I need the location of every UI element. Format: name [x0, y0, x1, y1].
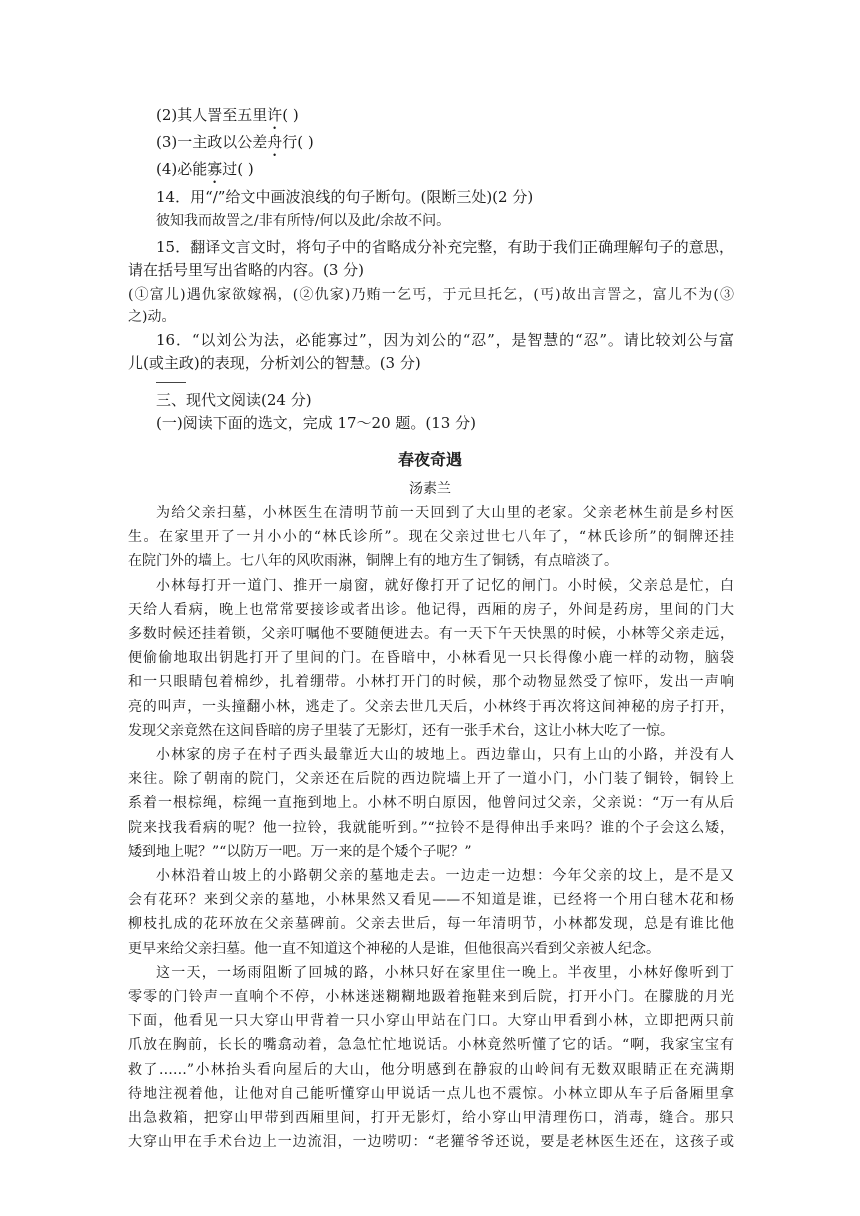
q13-item-4-text: (4)必能	[156, 160, 208, 178]
article-line: 多数时候还挂着锁，父亲叮嘱他不要随便进去。有一天下午天快黑的时候，小林等父亲走远，	[128, 626, 734, 642]
q13-item-2-emphasis: 许	[267, 106, 283, 124]
section-3-heading: 三、现代文阅读(24 分)	[156, 391, 312, 409]
article-line: 这一天，一场雨阻断了回城的路，小林只好在家里住一晚上。半夜里，小林好像听到丁	[156, 964, 734, 981]
article-line: 发现父亲竟然在这间昏暗的房子里装了无影灯，还有一张手术台，这让小林大吃了一惊。	[128, 722, 674, 739]
q13-item-4	[156, 158, 254, 187]
article-line: 下面，他看见一只大穿山甲背着一只小穿山甲站在门口。大穿山甲看到小林，立即把两只前	[128, 1013, 734, 1030]
article-line: 小林沿着山坡上的小路朝父亲的墓地走去。一边走一边想：今年父亲的坟上，是不是又	[156, 868, 734, 884]
article-line: 更早来给父亲扫墓。他一直不知道这个神秘的人是谁，但他很高兴看到父亲被人纪念。	[128, 940, 660, 957]
q15-line-1: 15．翻译文言文时，将句子中的省略成分补充完整，有助于我们正确理解句子的意思，	[156, 238, 734, 256]
article-line: 会有花环？来到父亲的墓地，小林果然又看见——不知道是谁，已经将一个用白毬木花和杨	[128, 892, 734, 909]
article-line: 为给父亲扫墓，小林医生在清明节前一天回到了大山里的老家。父亲老林生前是乡村医	[156, 505, 734, 521]
article-line: 系着一根棕绳，棕绳一直拖到地上。小林不明白原因，他曾问过父亲，父亲说：“万一有从后	[128, 795, 734, 812]
article-line: 在院门外的墙上。七八年的风吹雨淋，铜牌上有的地方生了铜锈，有点暗淡了。	[128, 553, 618, 570]
q13-item-3	[156, 131, 314, 160]
article-line: 天给人看病，晚上也常常要接诊或者出诊。他记得，西厢的房子，外间是药房，里间的门大	[128, 601, 734, 618]
article-line: 小林每打开一道门、推开一扇窗，就好像打开了记忆的闸门。小时候，父亲总是忙，白	[156, 577, 734, 594]
article-line: 爪放在胸前，长长的嘴翕动着，急急忙忙地说话。小林竟然听懂了它的话。“啊，我家宝宝有	[128, 1037, 734, 1054]
q13-item-3-emphasis: 舟	[267, 133, 283, 151]
q13-item-2-blank: ( )	[282, 106, 299, 124]
article-line: 来往。除了朝南的院门，父亲还在后院的西边院墙上开了一道小门，小门装了铜铃，铜铃上	[128, 771, 734, 788]
article-line: 亮的叫声，一头撞翻小林，逃走了。父亲去世几天后，小林终于再次将这间神秘的房子打开，	[128, 698, 734, 715]
q14-prompt: 14．用“/”给文中画波浪线的句子断句。(限断三处)(2 分)	[156, 188, 534, 206]
article-line: 和一只眼睛包着棉纱，扎着绷带。小林打开门的时候，那个动物显然受了惊吓，发出一声响	[128, 674, 734, 691]
article-line: 救了……”小林抬头看向屋后的大山，他分明感到在静寂的山岭间有无数双眼睛正在充满期	[128, 1061, 734, 1078]
q15-line-3: (①富儿)遇仇家欲嫁祸，(②仇家)乃贿一乞丐，于元旦托乞，(丐)故出言詈之，富儿不为(③	[128, 287, 734, 303]
article-line: 大穿山甲在手术台边上一边流泪，一边唠叨：“老獾爷爷还说，要是老林医生还在，这孩子或	[128, 1134, 734, 1151]
article-line: 院来找我看病的呢？他一拉铃，我就能听到。”“拉铃不是得伸出手来吗？谁的个子会这么矮，	[128, 819, 734, 836]
q14-text: 彼知我而故詈之/非有所恃/何以及此/余故不问。	[156, 213, 451, 229]
q13-item-3-blank: 行( )	[282, 133, 314, 151]
q15-line-2: 请在括号里写出省略的内容。(3 分)	[128, 261, 365, 279]
article-author: 汤素兰	[409, 481, 451, 497]
q13-item-4-blank: 过( )	[222, 160, 254, 178]
article-line: 便偷偷地取出钥匙打开了里间的门。在昏暗中，小林看见一只长得像小鹿一样的动物，脑袋	[128, 650, 734, 667]
article-line: 矮到地上呢？”“以防万一吧。万一来的是个矮个子呢？”	[128, 843, 472, 860]
q16-line-1: 16．“以刘公为法，必能寡过”，因为刘公的“忍”，是智慧的“忍”。请比较刘公与富	[156, 331, 734, 349]
article-line: 出急救箱，把穿山甲带到西厢里间，打开无影灯，给小穿山甲清理伤口，消毒，缝合。那只	[128, 1110, 734, 1126]
article-line: 待地注视着他，让他对自己能听懂穿山甲说话一点儿也不震惊。小林立即从车子后备厢里拿	[128, 1085, 734, 1102]
article-line: 柳枝扎成的花环放在父亲墓碑前。父亲去世后，每一年清明节，小林都发现，总是有谁比他	[128, 916, 734, 933]
q13-item-4-emphasis: 寡	[207, 160, 223, 178]
section-3-subheading: (一)阅读下面的选文，完成 17～20 题。(13 分)	[156, 414, 476, 432]
article-line: 零零的门铃声一直响个不停，小林迷迷糊糊地趿着拖鞋来到后院，打开小门。在朦胧的月光	[128, 989, 734, 1005]
article-title: 春夜奇遇	[397, 450, 462, 469]
q16-line-2: 儿(或主政)的表现，分析刘公的智慧。(3 分)	[128, 354, 421, 372]
answer-line	[156, 382, 186, 383]
q13-item-2	[156, 104, 299, 133]
article-line: 小林家的房子在村子西头最靠近大山的坡地上。西边靠山，只有上山的小路，并没有人	[156, 747, 734, 763]
q15-line-4: 之)动。	[128, 309, 176, 325]
q13-item-2-text: (2)其人詈至五里	[156, 106, 268, 124]
q13-item-3-text: (3)一主政以公差	[156, 133, 268, 151]
article-line: 生。在家里开了一爿小小的“林氏诊所”。现在父亲过世七八年了，“林氏诊所”的铜牌还挂	[128, 529, 734, 546]
